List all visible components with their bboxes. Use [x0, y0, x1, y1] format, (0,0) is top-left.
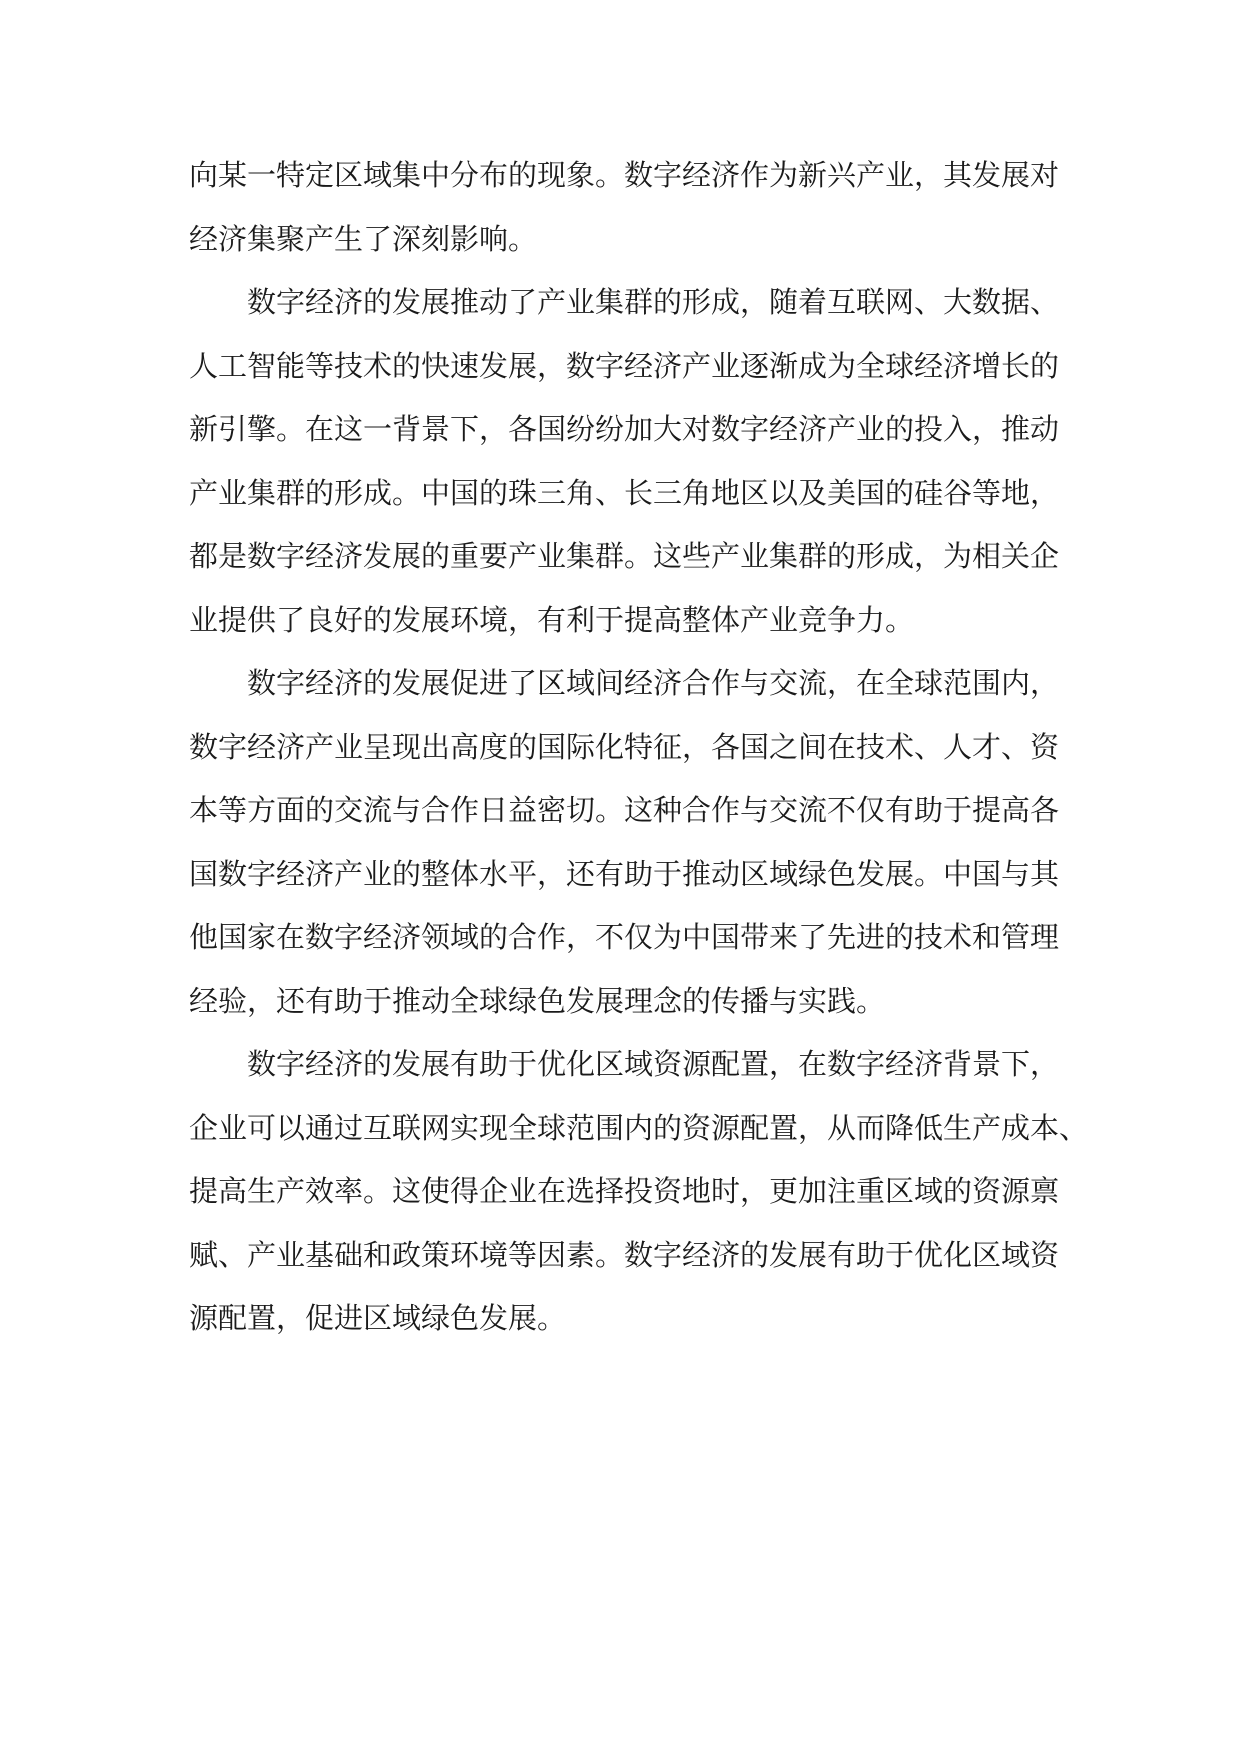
- text-line: 赋、产业基础和政策环境等因素。数字经济的发展有助于优化区域资: [189, 1237, 1060, 1272]
- text-line: 向某一特定区域集中分布的现象。数字经济作为新兴产业，其发展对: [189, 158, 1060, 192]
- text-line: 源配置，促进区域绿色发展。: [189, 1301, 567, 1335]
- text-line: 经济集聚产生了深刻影响。: [189, 221, 538, 256]
- paragraph-1: [189, 144, 1059, 271]
- text-line: 人工智能等技术的快速发展，数字经济产业逐渐成为全球经济增长的: [189, 348, 1060, 383]
- text-line: 数字经济产业呈现出高度的国际化特征，各国之间在技术、人才、资: [189, 729, 1060, 764]
- text-line: 国数字经济产业的整体水平，还有助于推动区域绿色发展。中国与其: [189, 856, 1060, 891]
- paragraph-3: [189, 652, 1059, 1033]
- text-line: 数字经济的发展推动了产业集群的形成，随着互联网、大数据、: [247, 285, 1060, 319]
- paragraph-2: [189, 271, 1059, 652]
- text-line: 提高生产效率。这使得企业在选择投资地时，更加注重区域的资源禀: [189, 1174, 1060, 1208]
- body-text: [189, 144, 1089, 1351]
- text-line: 数字经济的发展促进了区域间经济合作与交流，在全球范围内，: [247, 666, 1060, 700]
- text-line: 本等方面的交流与合作日益密切。这种合作与交流不仅有助于提高各: [189, 793, 1060, 827]
- text-line: 经验，还有助于推动全球绿色发展理念的传播与实践。: [189, 983, 886, 1018]
- text-line: 产业集群的形成。中国的珠三角、长三角地区以及美国的硅谷等地，: [189, 475, 1060, 510]
- text-line: 数字经济的发展有助于优化区域资源配置，在数字经济背景下，: [247, 1047, 1060, 1081]
- text-line: 业提供了良好的发展环境，有利于提高整体产业竞争力。: [189, 602, 915, 637]
- text-line: 企业可以通过互联网实现全球范围内的资源配置，从而降低生产成本、: [189, 1110, 1089, 1145]
- text-line: 都是数字经济发展的重要产业集群。这些产业集群的形成，为相关企: [189, 539, 1060, 573]
- text-line: 他国家在数字经济领域的合作，不仅为中国带来了先进的技术和管理: [189, 920, 1060, 954]
- paragraph-4: [189, 1033, 1089, 1351]
- text-line: 新引擎。在这一背景下，各国纷纷加大对数字经济产业的投入，推动: [189, 412, 1060, 446]
